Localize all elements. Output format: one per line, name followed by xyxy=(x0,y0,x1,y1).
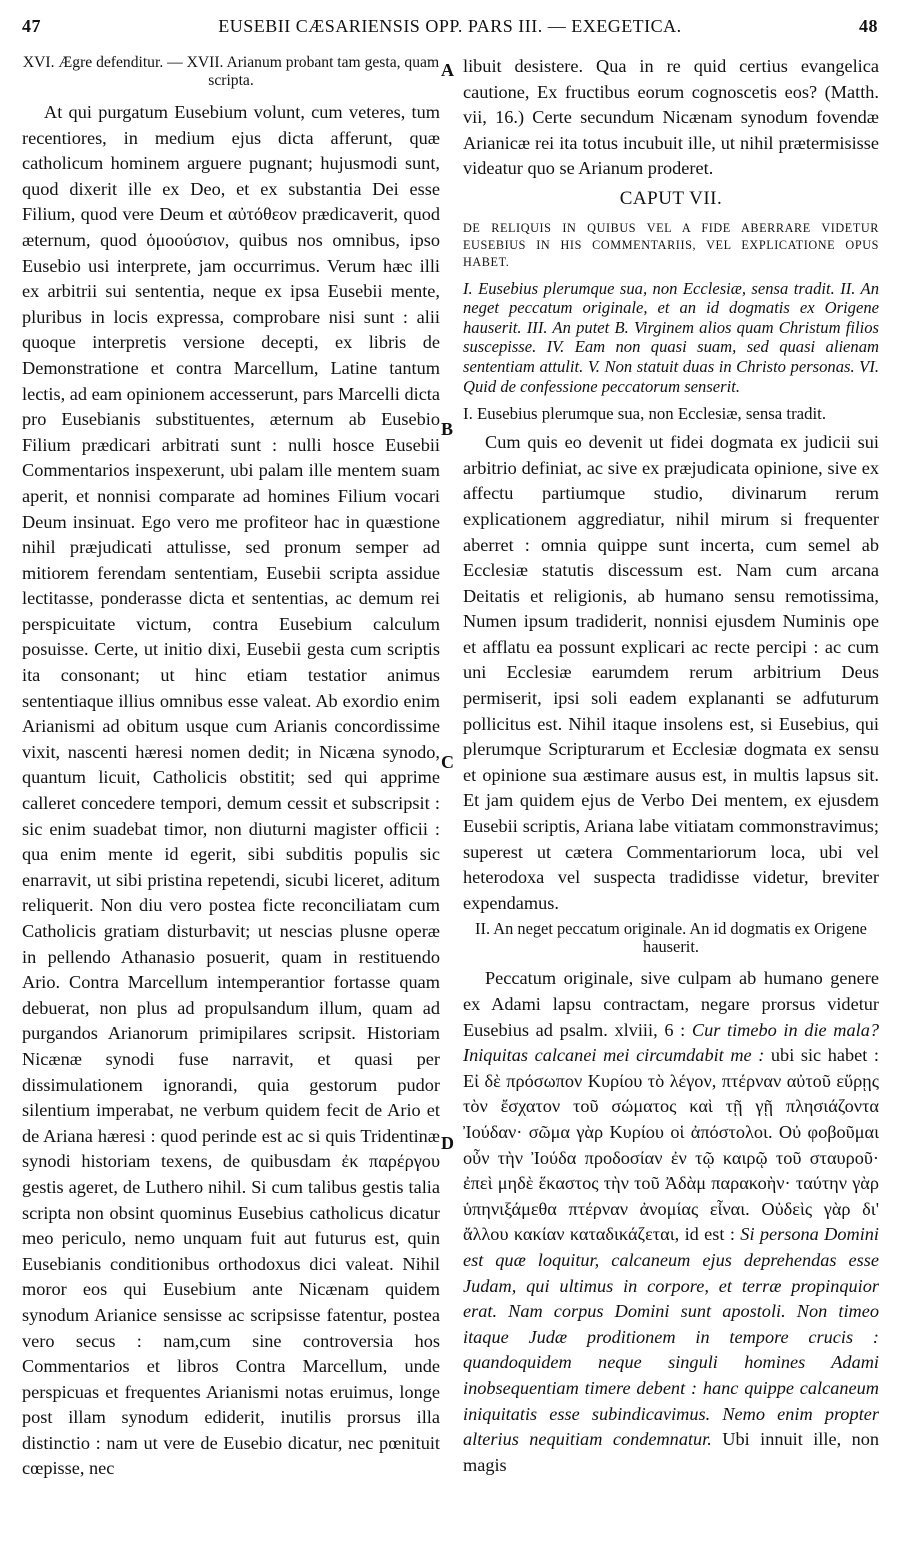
chapter-title: CAPUT VII. xyxy=(619,187,723,209)
margin-marker-a: A xyxy=(441,60,454,80)
left-column xyxy=(22,54,440,1482)
chapter-summary: I. Eusebius plerumque sua, non Ecclesiæ, sensa tradit. II. An neget peccatum originale, et an id dogmatis ex Origene hauserit. III. An putet B. Virginem alios quam Christum filios suscepisse. IV. Eam non quasi suam, sed quasi alienam sententiam attulit. V. Non statuit duas in Christo personas. VI. Quid de confessione peccatorum senserit. xyxy=(463,278,879,396)
body-paragraph: At qui purgatum Eusebium volunt, cum veteres, tum recentiores, in medium ejus dicta afferunt, quæ catholicum hominem arguere pugnant; hujusmodi sunt, quod dixerit ille ex Deo, et ex substantia Dei esse Filium, quod vere Deum et αὐτόθεον prædicaverit, quod æternum, quod ὁμοούσιον, quibus nos omnibus, ipso Eusebio usi interprete, jam occurrimus. Verum hæc illi ex arbitrii sui sententia, neque ex ipsa Eusebii mente, pluribus in locis expressa, comprobare nisi sunt : alii quoque interpretis versione decepti, ex libris de Demonstratione et contra Marcellum, Latine tantum lectis, ad eam opinionem accesserunt, pars Marcelli dicta pro Eusebianis substituentes, æternum ab Eusebio Filium prædicari arbitrati sunt : nulli hosce Eusebii Commentarios inspexerunt, ubi palam ille mentem suam aperit, et nonnisi comparate ad homines Filium vocari Deum insinuat. Ego vero me profiteor hac in quæstione nihil præjudicati attulisse, sed pronum semper ad mitiorem ferendam sententiam, Eusebii scripta assidue lectitasse, ponderasse dicta et sententias, ac demum rei perspicuitate victum, contra Eusebium calculum posuisse. Certe, ut initio dixi, Eusebii gesta cum scriptis ita consonant; ut hinc etiam testatior animus sententiaque illius omnibus esse valeat. Ab exordio enim Arianismi ad obitum usque cum Arianis concordissime vixit, nascenti hæresi nomen dedit; in Nicæna synodo, quantum licuit, Catholicis obstitit; sed qui apprime calleret concedere tempori, demum cessit et subscripsit : sic enim suadebat timor, non diuturni magister officii : qua enim mente id egerit, sibi subditis populis sic enarravit, ut sibi pristina repetendi, sicubi liceret, aditum reliquerit. Non diu vero postea ficte reconciliatam cum Catholicis gratiam disturbavit; ut nescias plusne operæ in pellendo Athanasio posuerit, quam in restituendo Ario. Contra Marcellum intemperantior fortasse quam debuerat, non plus ad propulsandum illum, quam ad purgandos Arianorum primipilares scripsit. Historiam Nicænæ synodi fuse narravit, et quasi per dissimulationem ignorandi, quia gestorum pudor silentium imperabat, ne verbum quidem fecit de Ario et de Ariana hæresi : quod perinde est ac si quis Tridentinæ synodi historiam texens, de quibusdam ἐκ παρέργου gestis ageret, de Luthero nihil. Si cum talibus gestis talia scripta non obsint quominus Eusebius catholicus dicatur meo periculo, nemo unquam fuit aut futurus est, quin Eusebianis conditionibus orthodoxus dici valeat. Nihil moror eos qui Eusebium ante Nicænam quidem synodum Arianice sensisse ac scripsisse fatentur, postea vero secus : nam,cum sine controversia hos Commentarios et libros Contra Marcellum, unde perspicuas et frequentes Arianismi notas eruimus, longe post illam synodum ediderit, inutilis prorsus illa distinctio : nam ut vere de Eusebio dicatur, nec pœnituit cœpisse, nec xyxy=(22,102,440,1479)
margin-marker-c: C xyxy=(441,752,454,772)
section-2-quote: Cur timebo in die mala? Iniquitas calcanei mei circumdabit me : xyxy=(463,1019,880,1066)
page-number-left: 47 xyxy=(22,16,41,36)
section-heading-2: II. An neget peccatum originale. An id dogmatis ex Origene hauserit. xyxy=(475,919,867,957)
margin-marker-d: D xyxy=(441,1133,454,1153)
section-heading-1: I. Eusebius plerumque sua, non Ecclesiæ, sensa tradit. xyxy=(463,404,827,424)
section-sidehead: XVI. Ægre defenditur. — XVII. Arianum probant tam gesta, quam scripta. xyxy=(22,54,440,89)
page-header xyxy=(22,16,878,44)
section-2-text xyxy=(463,966,879,1478)
right-column xyxy=(463,54,879,1478)
running-title: EUSEBII CÆSARIENSIS OPP. PARS III. — EXEGETICA. xyxy=(218,16,682,36)
section-2-text-b: ubi sic habet : Εἰ δὲ πρόσωπον Κυρίου τὸ λέγον, πτέρναν αὐτοῦ εὕρῃς τὸν ἔσχατον τοῦ σώματος καὶ τῇ γῇ πλησιάζοντα Ἰούδαν· σῶμα γὰρ Κυρίου οἱ ἀπόστολοι. Οὐ φοβοῦμαι οὖν τὴν Ἰούδα προδοσίαν ἐν τῷ καιρῷ τοῦ σταυροῦ· ἐπεὶ μηδὲ ἕκαστος τὴν τοῦ Ἀδὰμ παρακοὴν· ταύτην γὰρ ὑπηνιξάμεθα πτέρναν ἀνομίας εἶναι. Οὐδεὶς γὰρ δι' ἄλλου κακίαν καταδικάζεται, id est : xyxy=(463,1045,879,1245)
page-number-right: 48 xyxy=(859,16,878,36)
section-2-text-a: Peccatum originale, sive culpam ab humano genere ex Adami lapsu contractam, negare prorsus videtur Eusebius ad psalm. xlviii, 6 : xyxy=(463,968,879,1040)
section-2-translation: Si persona Domini est quæ loquitur, calcaneum ejus deprehendas esse Judam, qui ultimus in corpore, et terræ propinquior erat. Nam corpus Domini sunt apostoli. Non timeo itaque Judæ proditionem in tempore crucis : quandoquidem neque singuli homines Adami inobsequentiam timere debent : hanc quippe calcaneum iniquitatis esse subindicavimus. Nemo enim propter alterius nequitiam condemnatur. xyxy=(463,1224,879,1450)
chapter-subtitle: DE RELIQUIS IN QUIBUS VEL A FIDE ABERRARE VIDETUR EUSEBIUS IN HIS COMMENTARIIS, VEL EXPLICATIONE OPUS HABET. xyxy=(463,220,879,269)
body-paragraph-continued: libuit desistere. Qua in re quid certius evangelica cautione, Ex fructibus eorum cognoscetis eos? (Matth. vii, 16.) Certe secundum Nicænam synodum fovendæ Arianicæ rei ita totus incubuit ille, ut nihil prætermisisse videatur quo se Arianum proderet. xyxy=(463,56,879,179)
section-2-text-c: Ubi innuit ille, non magis xyxy=(463,1429,879,1475)
margin-marker-b: B xyxy=(441,419,454,439)
section-1-text: Cum quis eo devenit ut fidei dogmata ex judicii sui arbitrio definiat, ac sive ex præjudicata opinione, sive ex affectu partiumque studio, divinarum rerum explicationem aggrediatur, nihil mirum si frequenter aberret : omnia quippe sunt incerta, cum semel ab Ecclesiæ statutis discessum est. Nam cum arcana Deitatis et religionis, ab humano sensu remotissima, Numen ipsum tradiderit, nonnisi ejusdem Numinis ope et afflatu ea possunt explicari ac recte percipi : ac cum uni Ecclesiæ earumdem rerum arbitrium Deus permiserit, ipsi soli eadem explananti se adfuturum pollicitus est. Nihil itaque insolens est, si Eusebius, qui plerumque Scripturarum et Ecclesiæ dogmata ex sensu et opinione sua æstimare ausus est, in multis lapsus sit. Et jam quidem ejus de Verbo Dei mentem, ex ejusdem Eusebii scriptis, Ariana labe vitiatam commonstravimus; superest ut cætera Commentariorum loca, ubi vel heterodoxa vel suspecta tradidisse videtur, breviter expendamus. xyxy=(463,432,879,913)
